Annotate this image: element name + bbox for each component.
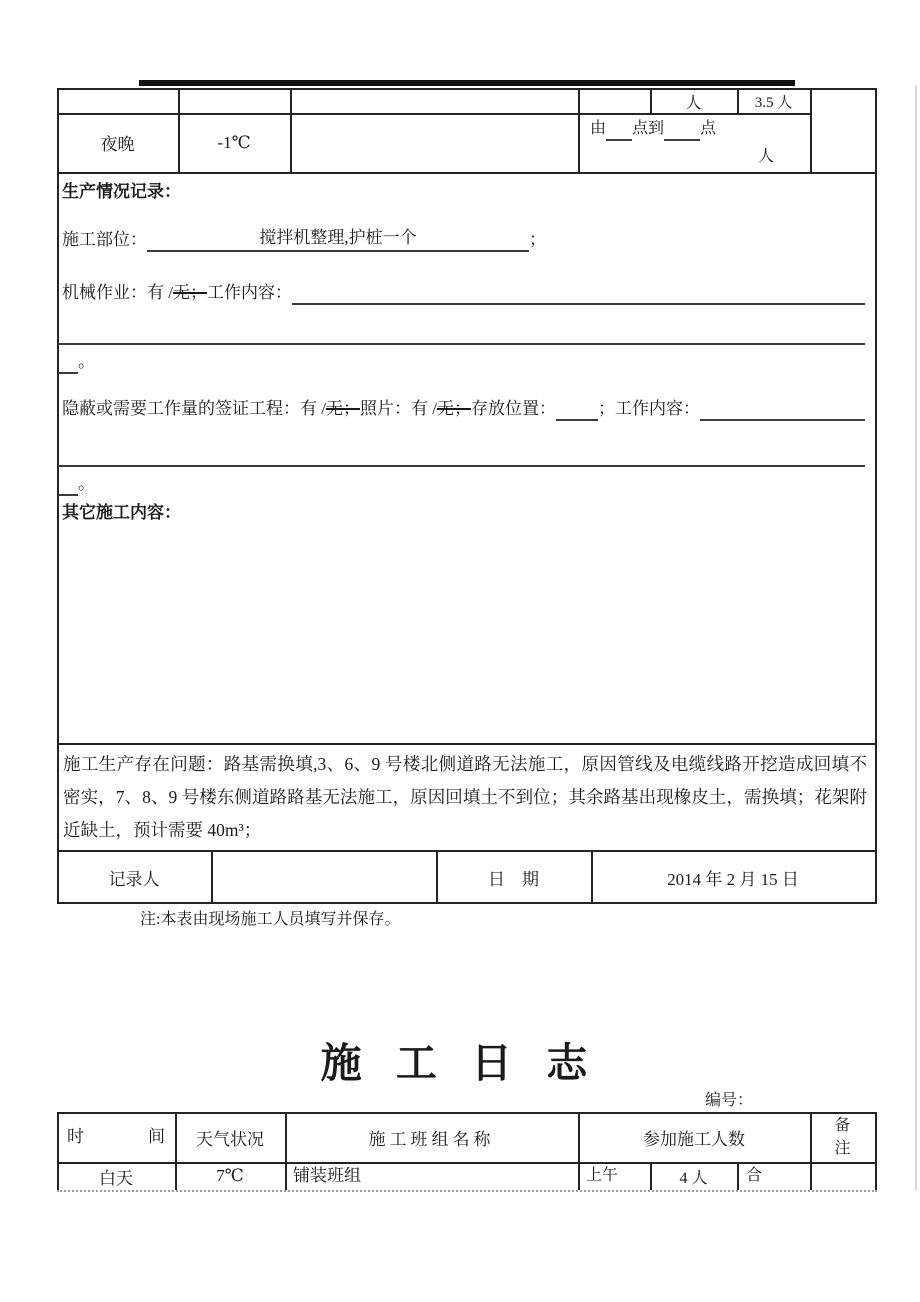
header-remarks (810, 1112, 875, 1162)
row-team-name: 铺装班组 (293, 1166, 361, 1185)
table-line (737, 1162, 739, 1190)
table-line (875, 850, 877, 904)
machinery-content-label: 工作内容： (206, 283, 292, 302)
recorder-label-cell: 记录人 (108, 869, 160, 889)
end-label: 点 (700, 120, 717, 137)
table-line (57, 902, 877, 904)
header-time: 时 间 (67, 1127, 165, 1146)
table-line (875, 1112, 877, 1190)
table-line (290, 88, 292, 174)
person-unit-cell: 人 (685, 94, 702, 112)
sentence-end (58, 350, 95, 374)
photo-label: 照片：有 / (359, 399, 437, 418)
page-title: 施 工 日 志 (320, 1040, 600, 1086)
storage-label: 存放位置： (470, 399, 556, 418)
scan-artifact-bar (139, 80, 795, 86)
row-daytime: 白天 (99, 1168, 133, 1188)
night-row-temperature: -1℃ (217, 132, 251, 152)
location-suffix: ； (529, 230, 546, 249)
blank-field (58, 474, 78, 496)
box-border (57, 743, 59, 850)
row-total-label: 合 (746, 1167, 763, 1184)
table-line-dotted (57, 1190, 877, 1192)
table-line (211, 850, 213, 904)
location-fill-line (147, 226, 529, 252)
blank-field (606, 119, 632, 141)
table-line (810, 88, 812, 174)
box-border (875, 743, 877, 850)
row-worker-count: 4 人 (679, 1169, 708, 1187)
night-hours-field (590, 117, 716, 141)
footnote: 注:本表由现场施工人员填写并保存。 (140, 911, 401, 928)
person-count-cell: 3.5 人 (754, 94, 793, 111)
construction-location-field (62, 226, 546, 252)
storage-suffix: ； (597, 399, 615, 418)
production-section-title: 生产情况记录： (62, 182, 181, 201)
location-value: 搅拌机整理,护桩一个 (259, 228, 417, 247)
table-line (57, 172, 877, 174)
blank-line (700, 399, 865, 421)
hidden-works-label: 隐蔽或需要工作量的签证工程：有 / (62, 399, 326, 418)
blank-line (292, 283, 865, 305)
header-remarks-text: 备注 (834, 1117, 851, 1157)
box-border (875, 172, 877, 743)
machinery-label: 机械作业：有 / (62, 283, 173, 302)
period-mark: 。 (78, 474, 95, 493)
from-label: 由 (590, 120, 607, 137)
content-label: 工作内容： (614, 399, 700, 418)
problems-paragraph: 施工生产存在问题：路基需换填,3、6、9 号楼北侧道路无法施工，原因管线及电缆线路开挖造成回填不密实，7、8、9 号楼东侧道路路基无法施工，原因回填土不到位；其余路基出现橡皮土，需换填；花架附近缺土，预计需要 40m³； (63, 754, 867, 840)
row-morning-label: 上午 (586, 1167, 619, 1184)
blank-line (58, 465, 865, 467)
date-label-cell: 日 期 (488, 869, 539, 889)
header-team-name: 施工班组名称 (368, 1129, 495, 1149)
to-label: 点到 (632, 120, 665, 137)
row-temperature: 7℃ (216, 1166, 244, 1185)
machinery-field (62, 281, 865, 305)
night-person-unit: 人 (757, 148, 774, 165)
header-worker-count: 参加施工人数 (643, 1129, 745, 1149)
location-label: 施工部位： (62, 230, 147, 249)
storage-blank-field (556, 399, 598, 421)
header-weather: 天气状况 (196, 1129, 264, 1149)
box-border (57, 172, 59, 743)
blank-field (664, 119, 700, 141)
other-content-title: 其它施工内容： (62, 503, 181, 522)
hidden-struck-none-2: 无； (436, 399, 471, 418)
table-line (875, 88, 877, 174)
table-line (57, 743, 877, 745)
night-row-time: 夜晚 (100, 135, 135, 154)
hidden-works-field (62, 397, 865, 421)
period-mark: 。 (78, 352, 95, 371)
machinery-struck-none: 无； (172, 283, 207, 302)
blank-line (58, 343, 865, 345)
date-value-cell: 2014 年 2 月 15 日 (667, 869, 799, 889)
serial-number-label: 编号： (705, 1092, 754, 1109)
scan-artifact-edge (915, 85, 917, 1190)
hidden-struck-none-1: 无； (325, 399, 360, 418)
blank-field (58, 352, 78, 374)
sentence-end (58, 472, 95, 496)
